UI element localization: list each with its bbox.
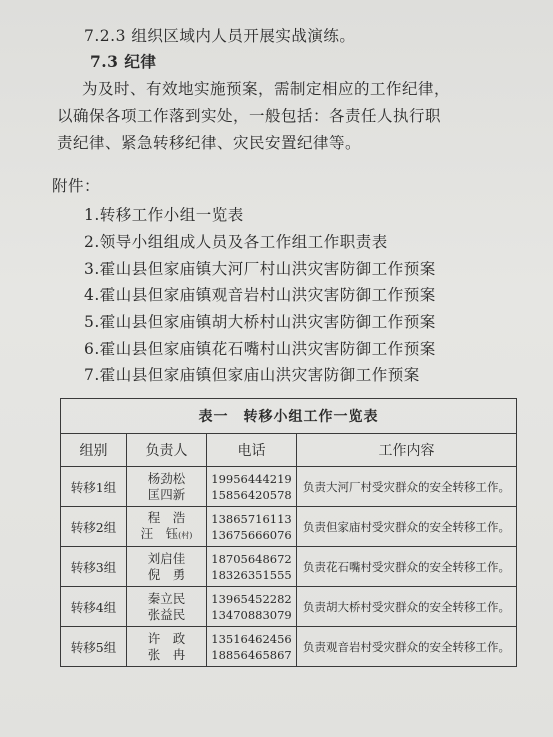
- table-caption: 表一 转移小组工作一览表: [61, 399, 517, 434]
- phone-number: 19956444219: [211, 471, 292, 486]
- duty-cell: 负责花石嘴村受灾群众的安全转移工作。: [297, 547, 517, 587]
- leader-cell: [127, 587, 207, 627]
- phone-cell: [207, 587, 297, 627]
- transfer-group-table: [60, 398, 517, 667]
- table-row: [61, 507, 517, 547]
- paragraph-line-1: 为及时、有效地实施预案，需制定相应的工作纪律，: [82, 80, 451, 98]
- phone-cell: [207, 507, 297, 547]
- leader-name: 倪 勇: [147, 566, 186, 582]
- leader-cell: [127, 507, 207, 547]
- leader-name: 张益民: [147, 606, 186, 622]
- group-cell: 转移3组: [61, 547, 127, 587]
- phone-number: 13516462456: [211, 631, 292, 646]
- table-row: [61, 587, 517, 627]
- phone-number: 18326351555: [211, 567, 292, 582]
- header-leader: 负责人: [127, 434, 207, 467]
- leader-name: 杨劲松: [147, 470, 186, 486]
- leader-cell: [127, 467, 207, 507]
- leader-name: 刘启佳: [147, 550, 186, 566]
- duty-cell: 负责但家庙村受灾群众的安全转移工作。: [297, 507, 517, 547]
- attachment-item: 2.领导小组组成人员及各工作组工作职责表: [84, 233, 388, 251]
- paragraph-line-3: 责纪律、紧急转移纪律、灾民安置纪律等。: [57, 134, 362, 152]
- section-7-2-3: 7.2.3 组织区域内人员开展实战演练。: [84, 27, 356, 45]
- header-phone: 电话: [207, 434, 297, 467]
- phone-cell: [207, 627, 297, 667]
- attachments-title: 附件：: [52, 177, 101, 195]
- phone-number: 18856465867: [211, 647, 292, 662]
- duty-cell: 负责观音岩村受灾群众的安全转移工作。: [297, 627, 517, 667]
- table-row: [61, 547, 517, 587]
- leader-name: 匡四新: [147, 486, 186, 502]
- paragraph-line-2: 以确保各项工作落到实处，一般包括：各责任人执行职: [57, 107, 442, 125]
- group-cell: 转移1组: [61, 467, 127, 507]
- leader-name: 许 政: [147, 630, 186, 646]
- group-cell: 转移4组: [61, 587, 127, 627]
- leader-name: 程 浩: [147, 509, 186, 525]
- phone-number: 15856420578: [211, 487, 292, 502]
- header-duty: 工作内容: [297, 434, 517, 467]
- leader-cell: [127, 547, 207, 587]
- phone-number: 13865716113: [211, 511, 292, 526]
- phone-number: 13965452282: [211, 591, 292, 606]
- attachment-item: 7.霍山县但家庙镇但家庙山洪灾害防御工作预案: [84, 366, 420, 384]
- phone-cell: [207, 467, 297, 507]
- attachment-item: 4.霍山县但家庙镇观音岩村山洪灾害防御工作预案: [84, 286, 436, 304]
- attachment-item: 3.霍山县但家庙镇大河厂村山洪灾害防御工作预案: [84, 260, 436, 278]
- attachment-item: 6.霍山县但家庙镇花石嘴村山洪灾害防御工作预案: [84, 340, 436, 358]
- phone-number: 18705648672: [211, 551, 292, 566]
- duty-cell: 负责胡大桥村受灾群众的安全转移工作。: [297, 587, 517, 627]
- group-cell: 转移5组: [61, 627, 127, 667]
- leader-name: 秦立民: [147, 590, 186, 606]
- phone-number: 13470883079: [211, 607, 292, 622]
- phone-cell: [207, 547, 297, 587]
- leader-name: 汪 钰: [140, 525, 179, 541]
- table-row: [61, 627, 517, 667]
- group-cell: 转移2组: [61, 507, 127, 547]
- duty-cell: 负责大河厂村受灾群众的安全转移工作。: [297, 467, 517, 507]
- section-7-3-heading: 7.3 纪律: [90, 52, 157, 71]
- phone-number: 13675666076: [211, 527, 292, 542]
- header-group: 组别: [61, 434, 127, 467]
- leader-cell: [127, 627, 207, 667]
- leader-note: (村): [178, 530, 193, 540]
- attachment-item: 1.转移工作小组一览表: [84, 206, 244, 224]
- attachment-item: 5.霍山县但家庙镇胡大桥村山洪灾害防御工作预案: [84, 313, 436, 331]
- leader-name: 张 冉: [147, 646, 186, 662]
- table-row: [61, 467, 517, 507]
